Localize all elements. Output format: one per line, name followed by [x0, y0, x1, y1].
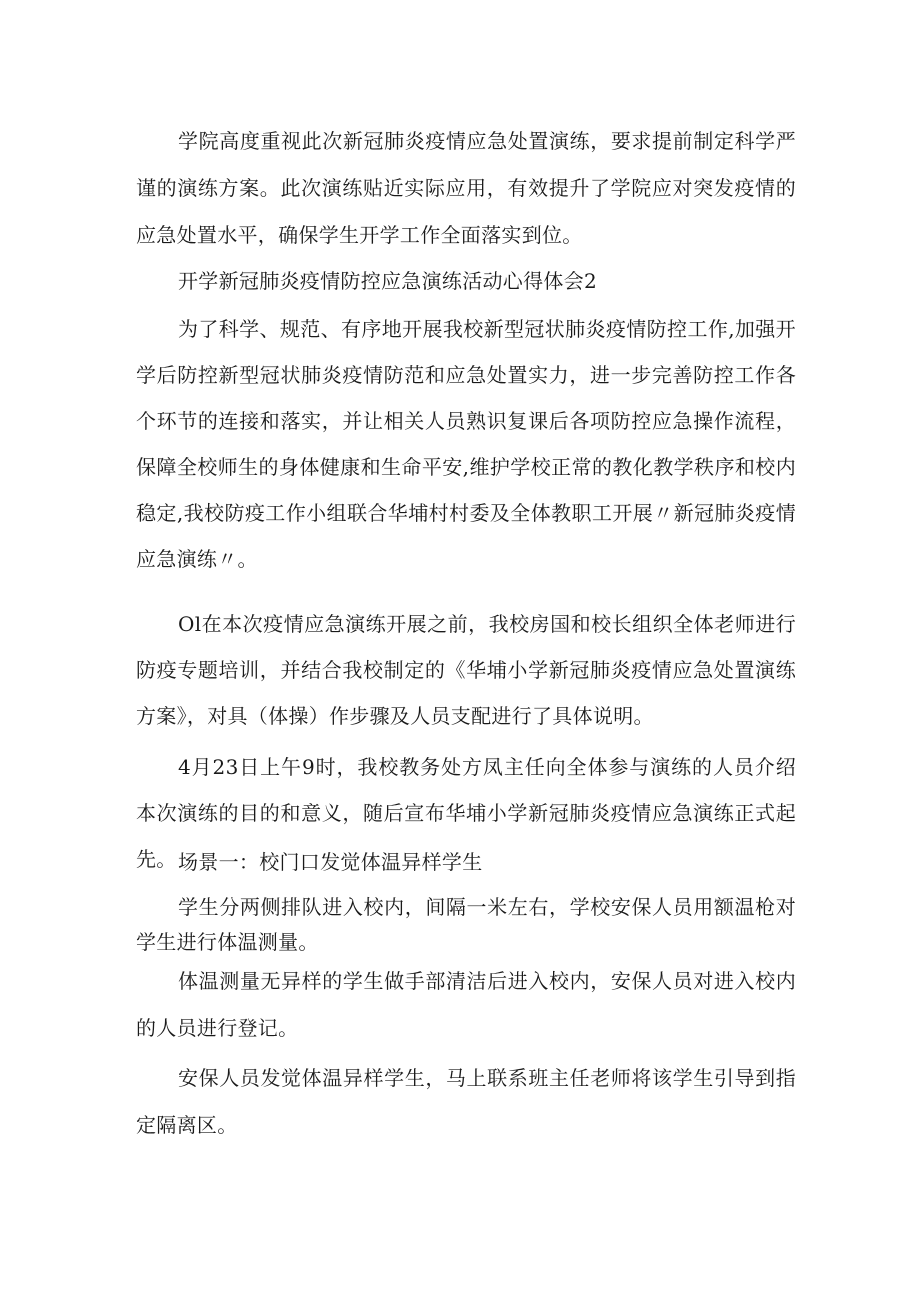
- paragraph-drill-purpose: 为了科学、规范、有序地开展我校新型冠状肺炎疫情防控工作,加强开学后防控新型冠状肺炎疫情防范和应急处置实力，进一步完善防控工作各个环节的连接和落实，并让相关人员熟识复课后各项防控应急操作流程，保障全校师生的身体健康和生命平安,维护学校正常的教化教学秩序和校内稳定,我校防疫工作小组联合华埔村村委及全体教职工开展〃新冠肺炎疫情应急演练〃。: [136, 317, 796, 571]
- paragraph-drill-start: 4月23日上午9时，我校教务处方凤主任向全体参与演练的人员介绍本次演练的目的和意义，随后宣布华埔小学新冠肺炎疫情应急演练正式起先。: [136, 755, 796, 871]
- paragraph-drill-importance: 学院高度重视此次新冠肺炎疫情应急处置演练，要求提前制定科学严谨的演练方案。此次演练贴近实际应用，有效提升了学院应对突发疫情的应急处置水平，确保学生开学工作全面落实到位。: [136, 129, 796, 247]
- paragraph-isolation: 安保人员发觉体温异样学生，马上联系班主任老师将该学生引导到指定隔离区。: [136, 1066, 796, 1137]
- paragraph-registration: 体温测量无异样的学生做手部清洁后进入校内，安保人员对进入校内的人员进行登记。: [136, 969, 796, 1040]
- paragraph-queue: 学生分两侧排队进入校内，间隔一米左右，学校安保人员用额温枪对学生进行体温测量。: [136, 895, 796, 954]
- section-title: 开学新冠肺炎疫情防控应急演练活动心得体会2: [178, 269, 598, 293]
- paragraph-training: Ol在本次疫情应急演练开展之前，我校房国和校长组织全体老师进行防疫专题培训，并结合我校制定的《华埔小学新冠肺炎疫情应急处置演练方案》，对具（体操）作步骤及人员支配进行了具体说明。: [136, 612, 796, 728]
- scene-heading: 场景一：校门口发觉体温异样学生: [178, 850, 483, 874]
